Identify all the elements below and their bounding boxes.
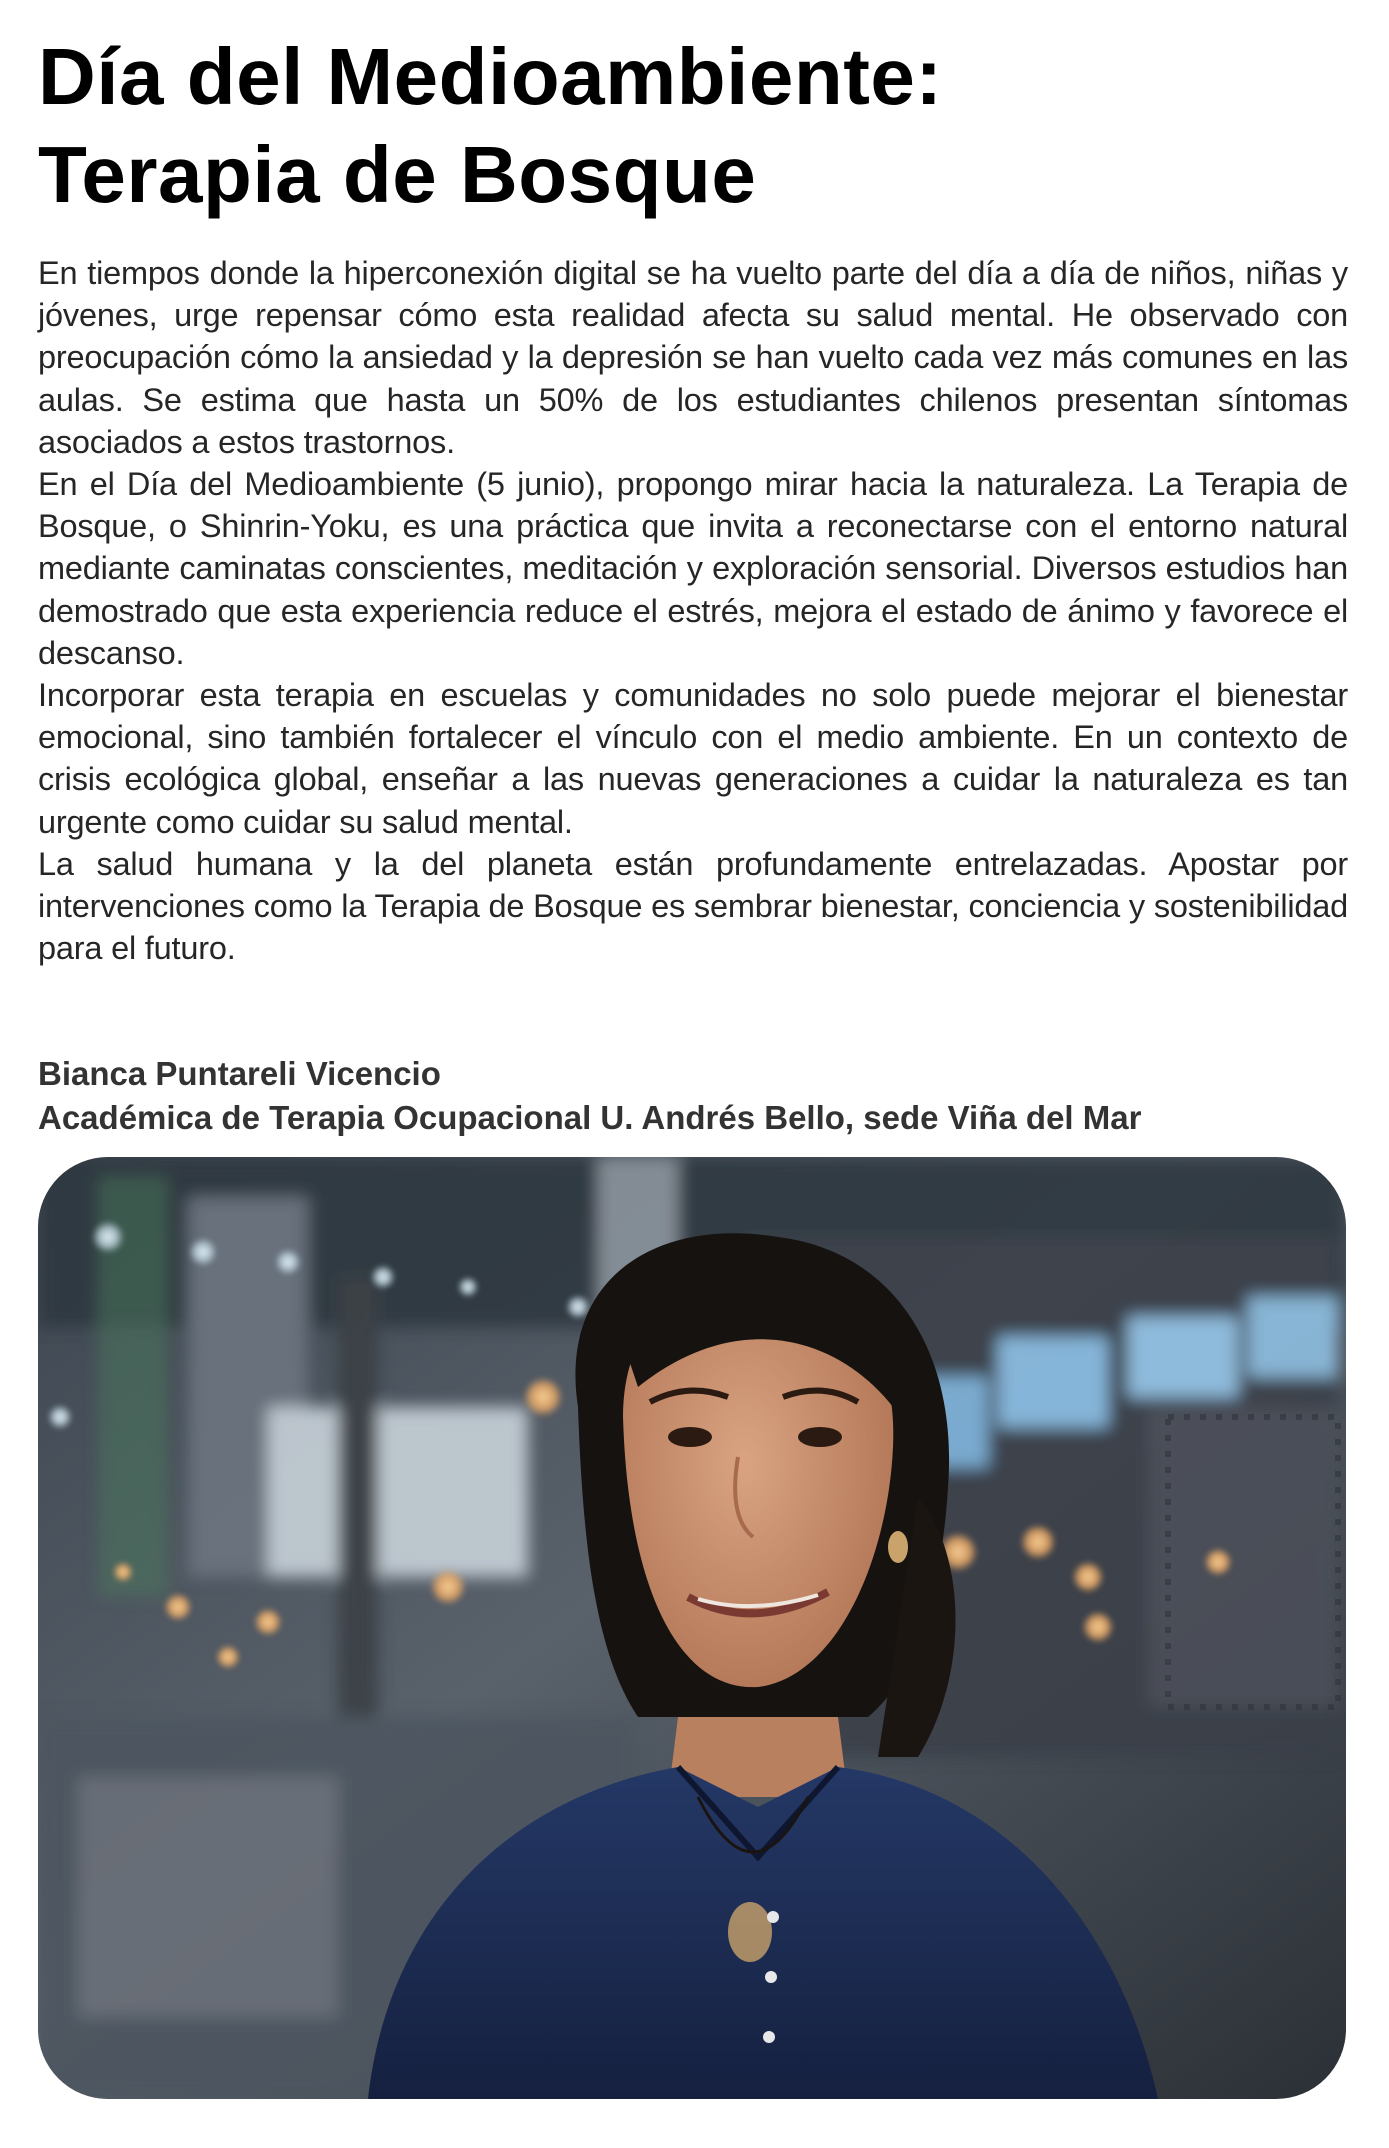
article-title (38, 28, 1348, 224)
paragraph: La salud humana y la del planeta están profundamente entrelazadas. Apostar por intervenciones como la Terapia de Bosque es sembrar bienestar, conciencia y sostenibilidad para el futuro. (38, 845, 1348, 967)
paragraph: En el Día del Medioambiente (5 junio), propongo mirar hacia la naturaleza. La Terapia de Bosque, o Shinrin-Yoku, es una práctica que invita a reconectarse con el entorno natural mediante caminatas conscientes, meditación y exploración sensorial. Diversos estudios han demostrado que esta experiencia reduce el estrés, mejora el estado de ánimo y favorece el descanso. (38, 466, 1348, 671)
author-name: Bianca Puntareli Vicencio (38, 1055, 441, 1092)
author-role: Académica de Terapia Ocupacional U. Andrés Bello, sede Viña del Mar (38, 1099, 1142, 1136)
paragraph: En tiempos donde la hiperconexión digital se ha vuelto parte del día a día de niños, niñas y jóvenes, urge repensar cómo esta realidad afecta su salud mental. He observado con preocupación cómo la ansiedad y la depresión se han vuelto cada vez más comunes en las aulas. Se estima que hasta un 50% de los estudiantes chilenos presentan síntomas asociados a estos trastornos. (38, 255, 1348, 460)
article (38, 0, 1348, 1136)
author-photo (38, 1157, 1346, 2099)
article-body (38, 252, 1348, 969)
author-photo-illustration (38, 1157, 1346, 2099)
title-line-1: Día del Medioambiente: (38, 32, 943, 121)
author-signature (38, 1052, 1141, 1140)
paragraph: Incorporar esta terapia en escuelas y comunidades no solo puede mejorar el bienestar emocional, sino también fortalecer el vínculo con el medio ambiente. En un contexto de crisis ecológica global, enseñar a las nuevas generaciones a cuidar la naturaleza es tan urgente como cuidar su salud mental. (38, 677, 1348, 840)
title-line-2: Terapia de Bosque (38, 130, 757, 219)
